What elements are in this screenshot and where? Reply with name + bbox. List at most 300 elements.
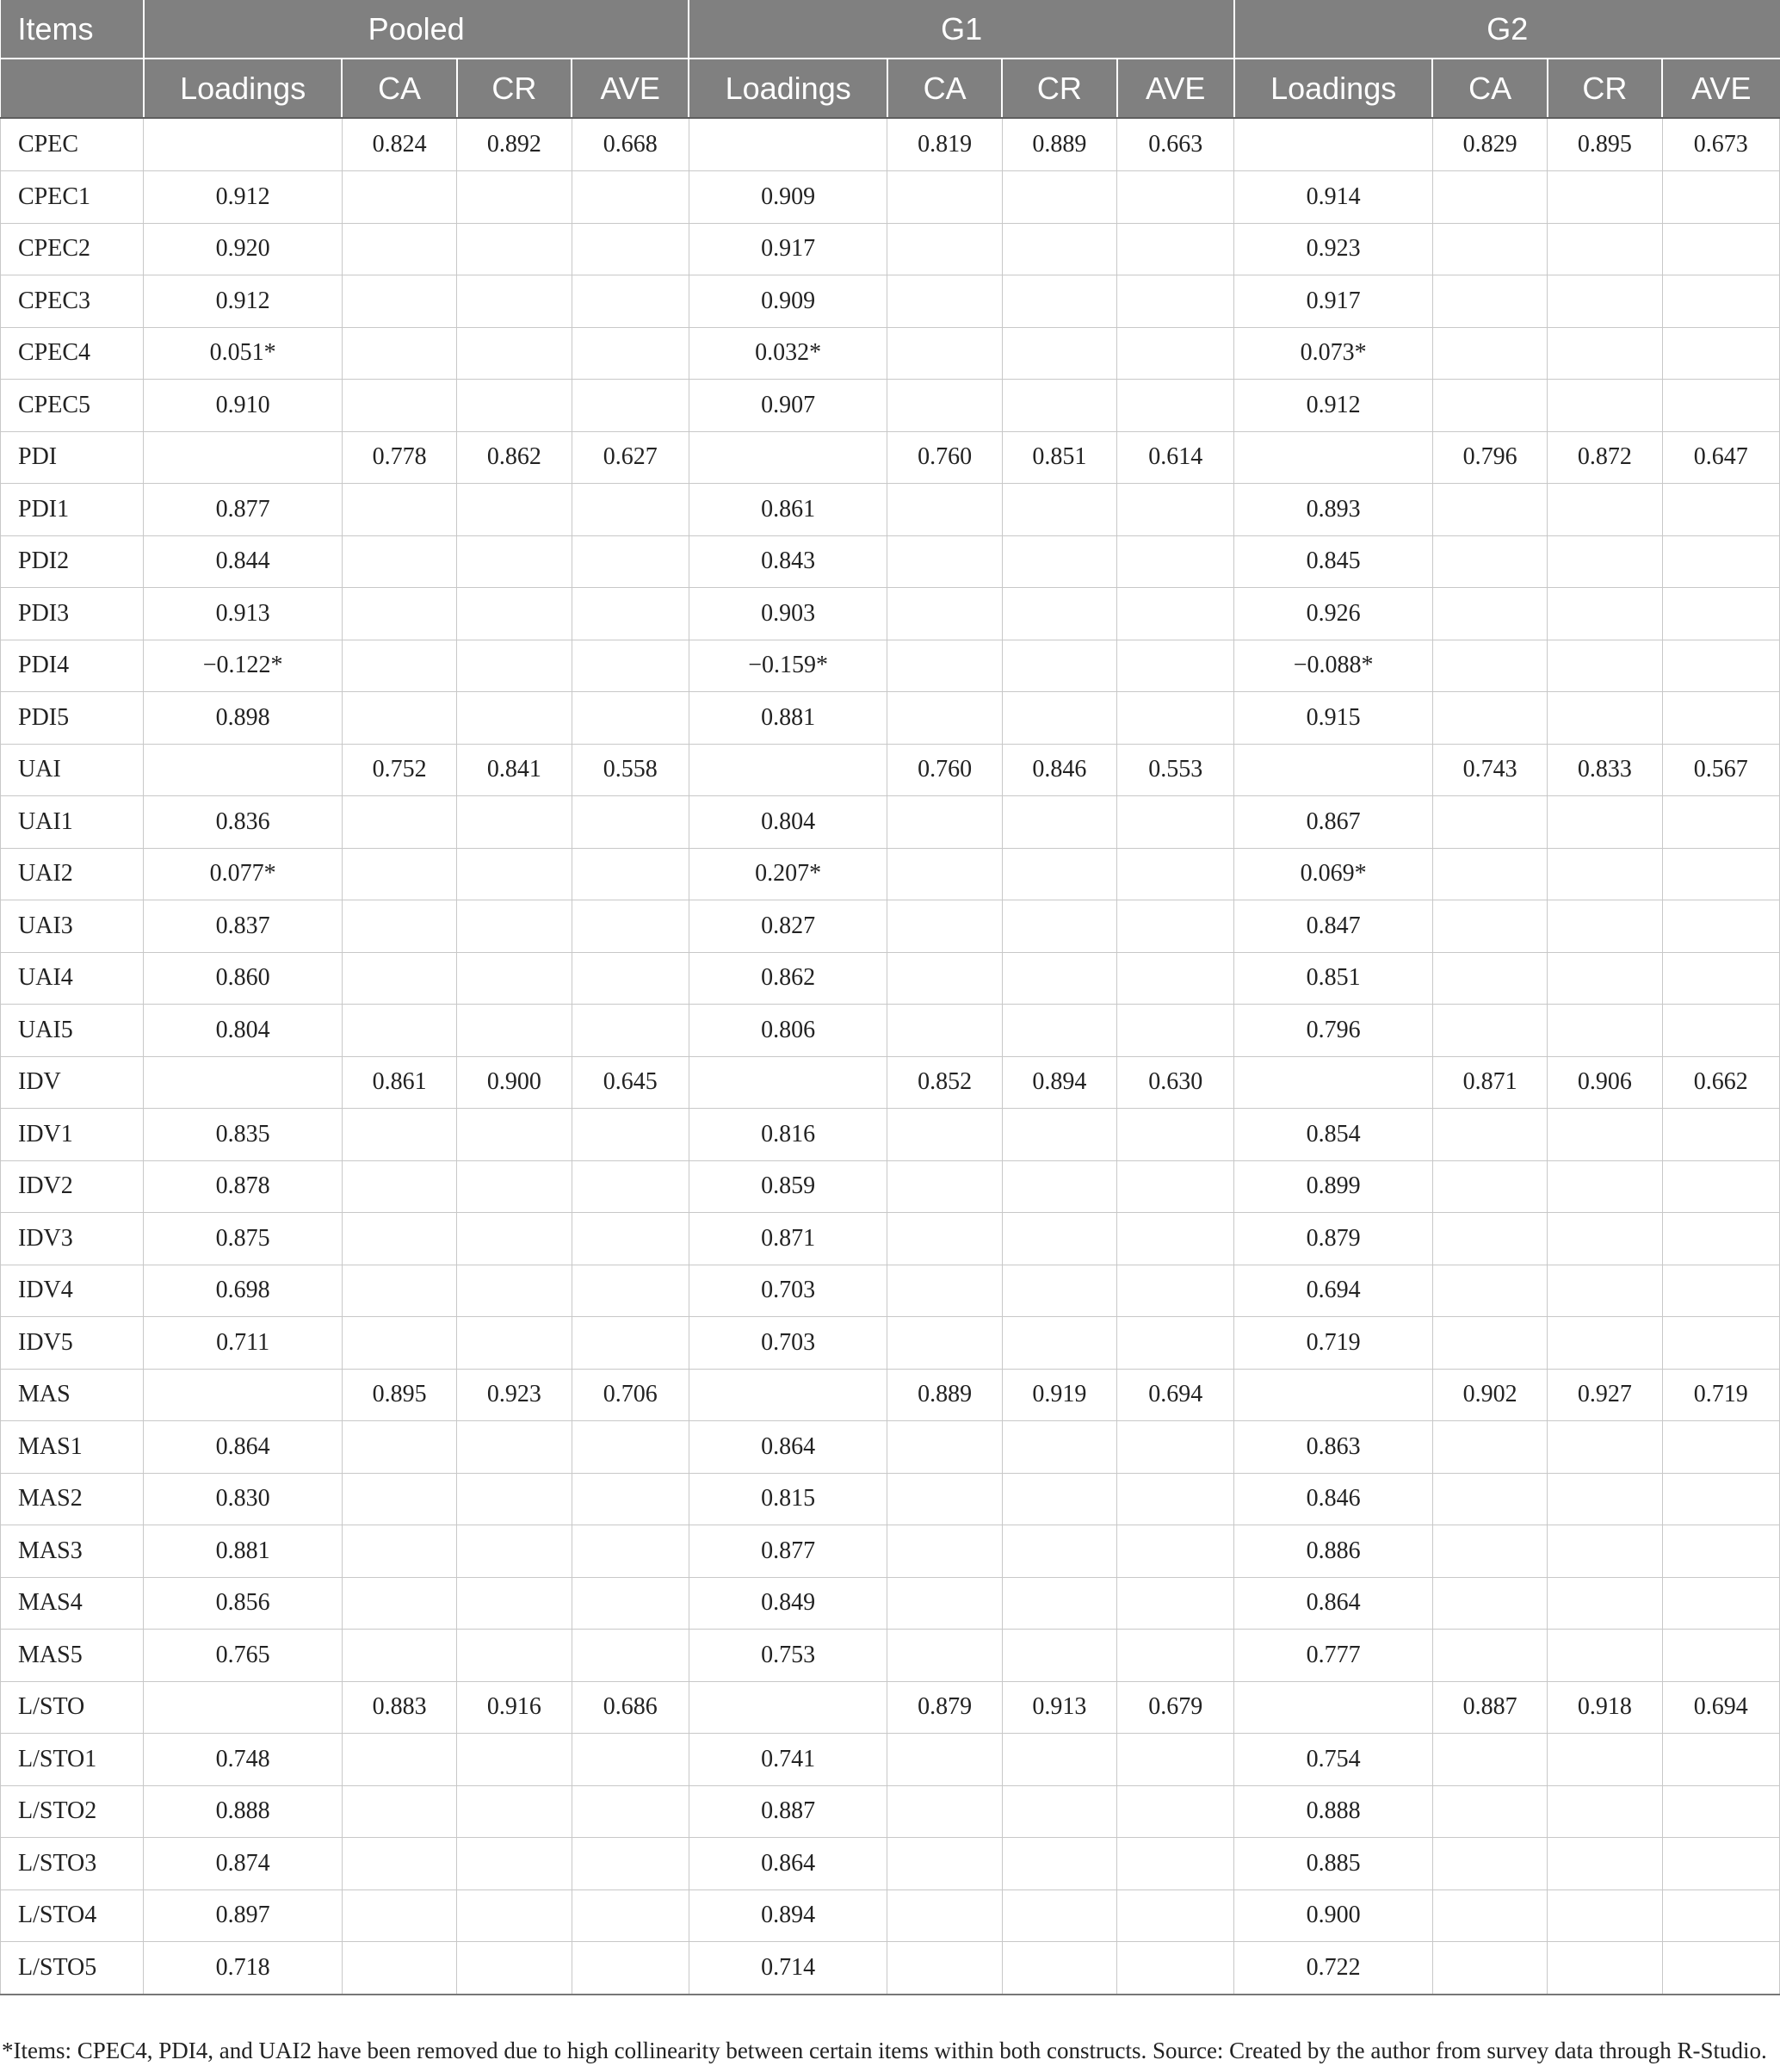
- table-cell: [1002, 1265, 1116, 1317]
- table-cell: [887, 1109, 1002, 1161]
- table-cell: [1432, 1265, 1547, 1317]
- table-cell: [572, 1525, 689, 1578]
- table-cell: [1662, 952, 1779, 1005]
- table-cell: [1432, 1785, 1547, 1838]
- subheader-ave: AVE: [1117, 59, 1234, 118]
- table-cell: [1662, 1213, 1779, 1265]
- table-row: [1, 952, 1780, 1005]
- table-cell: [887, 1838, 1002, 1890]
- table-cell: [887, 1265, 1002, 1317]
- item-label: IDV5: [1, 1317, 144, 1370]
- table-row: [1, 275, 1780, 328]
- header-items-blank: [1, 59, 144, 118]
- table-cell: 0.714: [689, 1942, 887, 1995]
- table-cell: [342, 1005, 456, 1057]
- table-cell: [457, 692, 572, 745]
- subheader-cr: CR: [457, 59, 572, 118]
- table-row: [1, 900, 1780, 953]
- table-row: [1, 171, 1780, 224]
- table-cell: 0.861: [689, 484, 887, 536]
- table-cell: [572, 1942, 689, 1995]
- table-cell: [457, 1109, 572, 1161]
- table-cell: [572, 640, 689, 692]
- table-cell: [1002, 275, 1116, 328]
- table-cell: [342, 900, 456, 953]
- table-cell: [1432, 1838, 1547, 1890]
- table-cell: [1432, 380, 1547, 432]
- table-cell: [1432, 900, 1547, 953]
- table-cell: 0.913: [144, 588, 343, 640]
- item-label: MAS: [1, 1369, 144, 1421]
- table-cell: [1002, 900, 1116, 953]
- item-label: UAI4: [1, 952, 144, 1005]
- table-cell: [887, 692, 1002, 745]
- table-cell: [342, 796, 456, 849]
- table-row: [1, 1942, 1780, 1995]
- table-cell: [1002, 1525, 1116, 1578]
- table-cell: 0.872: [1548, 431, 1662, 484]
- table-cell: 0.843: [689, 535, 887, 588]
- table-cell: [689, 431, 887, 484]
- table-cell: 0.754: [1234, 1734, 1433, 1786]
- table-cell: [342, 640, 456, 692]
- table-cell: 0.923: [1234, 223, 1433, 275]
- table-cell: 0.864: [1234, 1577, 1433, 1630]
- table-cell: [1117, 1785, 1234, 1838]
- table-cell: 0.926: [1234, 588, 1433, 640]
- table-cell: [144, 431, 343, 484]
- table-cell: [457, 848, 572, 900]
- table-cell: 0.748: [144, 1734, 343, 1786]
- table-cell: 0.718: [144, 1942, 343, 1995]
- item-label: MAS3: [1, 1525, 144, 1578]
- table-cell: [457, 1630, 572, 1682]
- table-cell: 0.752: [342, 744, 456, 796]
- table-cell: [342, 1525, 456, 1578]
- table-cell: [457, 1473, 572, 1525]
- table-cell: 0.841: [457, 744, 572, 796]
- table-cell: 0.889: [887, 1369, 1002, 1421]
- table-cell: 0.856: [144, 1577, 343, 1630]
- table-cell: [1662, 1005, 1779, 1057]
- table-body: [1, 118, 1780, 1995]
- table-cell: [572, 1213, 689, 1265]
- table-cell: [457, 223, 572, 275]
- table-row: [1, 1577, 1780, 1630]
- table-cell: [457, 484, 572, 536]
- table-cell: 0.647: [1662, 431, 1779, 484]
- table-cell: [342, 1109, 456, 1161]
- table-footnote: *Items: CPEC4, PDI4, and UAI2 have been removed due to high collinearity between certain items within both constructs. Source: Created by the author from survey data through R-Studio.: [2, 2038, 1767, 2063]
- table-cell: [457, 1421, 572, 1474]
- table-cell: [1548, 327, 1662, 380]
- table-cell: [1432, 1890, 1547, 1942]
- table-cell: [457, 1577, 572, 1630]
- table-cell: [1662, 796, 1779, 849]
- table-cell: [1002, 327, 1116, 380]
- table-cell: [1117, 1942, 1234, 1995]
- item-label: UAI5: [1, 1005, 144, 1057]
- table-row: [1, 431, 1780, 484]
- table-cell: [572, 1785, 689, 1838]
- item-label: UAI1: [1, 796, 144, 849]
- table-cell: [572, 1160, 689, 1213]
- table-cell: [1662, 535, 1779, 588]
- table-cell: [887, 1630, 1002, 1682]
- table-cell: [887, 171, 1002, 224]
- table-cell: [572, 796, 689, 849]
- table-cell: [887, 1005, 1002, 1057]
- table-row: [1, 1160, 1780, 1213]
- table-cell: [1002, 640, 1116, 692]
- table-cell: 0.881: [689, 692, 887, 745]
- table-cell: 0.871: [689, 1213, 887, 1265]
- table-cell: [457, 1838, 572, 1890]
- table-cell: [1548, 1525, 1662, 1578]
- table-cell: [572, 171, 689, 224]
- table-cell: 0.796: [1234, 1005, 1433, 1057]
- table-cell: [1662, 640, 1779, 692]
- table-cell: [887, 275, 1002, 328]
- table-cell: [887, 1421, 1002, 1474]
- table-cell: [689, 1369, 887, 1421]
- item-label: IDV: [1, 1056, 144, 1109]
- table-cell: [342, 1213, 456, 1265]
- table-cell: [1234, 1056, 1433, 1109]
- table-cell: 0.894: [689, 1890, 887, 1942]
- table-cell: [887, 1577, 1002, 1630]
- table-cell: [457, 1265, 572, 1317]
- table-cell: [342, 1317, 456, 1370]
- table-cell: [1548, 588, 1662, 640]
- table-cell: 0.207*: [689, 848, 887, 900]
- table-row: [1, 1265, 1780, 1317]
- table-cell: 0.662: [1662, 1056, 1779, 1109]
- table-cell: [1432, 1942, 1547, 1995]
- table-cell: [887, 327, 1002, 380]
- table-cell: [1002, 1942, 1116, 1995]
- item-label: L/STO2: [1, 1785, 144, 1838]
- table-cell: 0.878: [144, 1160, 343, 1213]
- table-cell: [1548, 1109, 1662, 1161]
- table-cell: [1548, 848, 1662, 900]
- item-label: IDV3: [1, 1213, 144, 1265]
- table-cell: 0.913: [1002, 1681, 1116, 1734]
- table-cell: 0.916: [457, 1681, 572, 1734]
- table-row: [1, 118, 1780, 171]
- table-cell: [1548, 1265, 1662, 1317]
- table-cell: [1662, 1473, 1779, 1525]
- header-g1: G1: [689, 0, 1234, 59]
- table-cell: [457, 1942, 572, 1995]
- table-cell: [1002, 484, 1116, 536]
- item-label: UAI2: [1, 848, 144, 900]
- table-cell: [1662, 1577, 1779, 1630]
- table-cell: [1002, 1734, 1116, 1786]
- table-cell: [1002, 952, 1116, 1005]
- table-cell: 0.743: [1432, 744, 1547, 796]
- table-cell: 0.892: [457, 118, 572, 171]
- table-cell: [1662, 1785, 1779, 1838]
- item-label: CPEC2: [1, 223, 144, 275]
- table-cell: [144, 118, 343, 171]
- table-cell: 0.703: [689, 1265, 887, 1317]
- table-cell: 0.900: [1234, 1890, 1433, 1942]
- item-label: PDI1: [1, 484, 144, 536]
- table-cell: [1117, 1265, 1234, 1317]
- table-cell: 0.877: [689, 1525, 887, 1578]
- table-cell: [1117, 952, 1234, 1005]
- table-cell: [1662, 1734, 1779, 1786]
- table-cell: [1548, 1630, 1662, 1682]
- item-label: CPEC5: [1, 380, 144, 432]
- table-cell: [1548, 640, 1662, 692]
- table-cell: [572, 223, 689, 275]
- table-cell: [1432, 1577, 1547, 1630]
- table-cell: [342, 1785, 456, 1838]
- table-cell: [342, 380, 456, 432]
- table-cell: 0.912: [144, 275, 343, 328]
- table-cell: [887, 952, 1002, 1005]
- table-cell: [572, 380, 689, 432]
- table-cell: 0.867: [1234, 796, 1433, 849]
- table-cell: 0.898: [144, 692, 343, 745]
- table-cell: [887, 640, 1002, 692]
- table-cell: 0.915: [1234, 692, 1433, 745]
- table-cell: 0.837: [144, 900, 343, 953]
- table-cell: 0.917: [1234, 275, 1433, 328]
- table-cell: [1002, 380, 1116, 432]
- table-cell: 0.844: [144, 535, 343, 588]
- table-cell: [1002, 1160, 1116, 1213]
- table-cell: 0.881: [144, 1525, 343, 1578]
- table-cell: [887, 900, 1002, 953]
- table-cell: [457, 275, 572, 328]
- table-row: [1, 796, 1780, 849]
- item-label: MAS4: [1, 1577, 144, 1630]
- table-cell: [887, 1160, 1002, 1213]
- table-cell: −0.088*: [1234, 640, 1433, 692]
- table-cell: [1662, 692, 1779, 745]
- table-cell: [342, 535, 456, 588]
- table-cell: [1548, 1005, 1662, 1057]
- table-cell: [689, 118, 887, 171]
- table-cell: 0.673: [1662, 118, 1779, 171]
- table-cell: [1117, 171, 1234, 224]
- table-cell: 0.804: [144, 1005, 343, 1057]
- table-cell: 0.829: [1432, 118, 1547, 171]
- table-row: [1, 223, 1780, 275]
- table-cell: −0.159*: [689, 640, 887, 692]
- table-cell: [457, 1785, 572, 1838]
- table-cell: [1432, 535, 1547, 588]
- table-cell: [1117, 1838, 1234, 1890]
- table-cell: [1432, 796, 1547, 849]
- table-cell: [342, 1734, 456, 1786]
- item-label: PDI4: [1, 640, 144, 692]
- table-cell: [1548, 1785, 1662, 1838]
- header-pooled: Pooled: [144, 0, 689, 59]
- table-cell: [1117, 1160, 1234, 1213]
- table-cell: 0.663: [1117, 118, 1234, 171]
- table-cell: [342, 484, 456, 536]
- table-cell: 0.741: [689, 1734, 887, 1786]
- subheader-ave: AVE: [1662, 59, 1779, 118]
- table-cell: [457, 1213, 572, 1265]
- table-cell: 0.897: [144, 1890, 343, 1942]
- table-cell: 0.923: [457, 1369, 572, 1421]
- table-row: [1, 327, 1780, 380]
- subheader-cr: CR: [1548, 59, 1662, 118]
- table-cell: 0.835: [144, 1109, 343, 1161]
- table-cell: [342, 327, 456, 380]
- table-cell: [1432, 588, 1547, 640]
- table-cell: [1432, 692, 1547, 745]
- table-cell: [887, 1785, 1002, 1838]
- table-cell: [1117, 1630, 1234, 1682]
- table-row: [1, 848, 1780, 900]
- table-cell: 0.919: [1002, 1369, 1116, 1421]
- table-cell: 0.819: [887, 118, 1002, 171]
- table-cell: [1117, 484, 1234, 536]
- table-cell: [887, 223, 1002, 275]
- table-cell: [1117, 900, 1234, 953]
- table-cell: 0.827: [689, 900, 887, 953]
- table-cell: [342, 1265, 456, 1317]
- table-cell: 0.899: [1234, 1160, 1433, 1213]
- table-cell: [1002, 1785, 1116, 1838]
- table-cell: 0.686: [572, 1681, 689, 1734]
- table-cell: 0.893: [1234, 484, 1433, 536]
- table-row: [1, 1421, 1780, 1474]
- table-cell: [457, 171, 572, 224]
- table-cell: [1548, 380, 1662, 432]
- table-cell: [1117, 535, 1234, 588]
- table-cell: [1432, 1005, 1547, 1057]
- table-cell: [1117, 588, 1234, 640]
- table-cell: 0.851: [1234, 952, 1433, 1005]
- table-cell: [1432, 640, 1547, 692]
- table-row: [1, 1890, 1780, 1942]
- table-cell: [1548, 223, 1662, 275]
- table-cell: [1662, 484, 1779, 536]
- table-cell: [1002, 848, 1116, 900]
- table-cell: [1548, 952, 1662, 1005]
- table-cell: [1432, 1525, 1547, 1578]
- table-cell: [572, 1317, 689, 1370]
- table-cell: [887, 1525, 1002, 1578]
- table-cell: [1002, 1317, 1116, 1370]
- table-cell: 0.846: [1234, 1473, 1433, 1525]
- table-cell: 0.694: [1234, 1265, 1433, 1317]
- table-row: [1, 1109, 1780, 1161]
- table-cell: [1117, 796, 1234, 849]
- table-cell: [572, 1265, 689, 1317]
- table-cell: 0.920: [144, 223, 343, 275]
- table-cell: [144, 1681, 343, 1734]
- table-cell: [1662, 1630, 1779, 1682]
- table-cell: [1432, 223, 1547, 275]
- table-cell: [1234, 1681, 1433, 1734]
- table-cell: [1662, 223, 1779, 275]
- table-cell: 0.703: [689, 1317, 887, 1370]
- table-cell: [144, 1369, 343, 1421]
- table-cell: [887, 1734, 1002, 1786]
- table-cell: 0.864: [144, 1421, 343, 1474]
- table-cell: 0.910: [144, 380, 343, 432]
- table-cell: [1662, 1890, 1779, 1942]
- subheader-ca: CA: [887, 59, 1002, 118]
- table-cell: [1002, 1005, 1116, 1057]
- table-row: [1, 1681, 1780, 1734]
- table-cell: 0.630: [1117, 1056, 1234, 1109]
- table-cell: [887, 1317, 1002, 1370]
- table-cell: [1117, 1213, 1234, 1265]
- table-cell: [457, 900, 572, 953]
- table-cell: [572, 1630, 689, 1682]
- table-cell: [572, 484, 689, 536]
- table-cell: 0.903: [689, 588, 887, 640]
- table-cell: [887, 1473, 1002, 1525]
- table-cell: [1662, 1317, 1779, 1370]
- item-label: PDI5: [1, 692, 144, 745]
- table-cell: 0.778: [342, 431, 456, 484]
- table-cell: [887, 848, 1002, 900]
- table-cell: 0.553: [1117, 744, 1234, 796]
- table-cell: [1117, 380, 1234, 432]
- table-cell: [1548, 900, 1662, 953]
- table-cell: 0.815: [689, 1473, 887, 1525]
- table-cell: [1548, 1838, 1662, 1890]
- table-cell: [689, 1056, 887, 1109]
- table-cell: [1432, 952, 1547, 1005]
- item-label: CPEC3: [1, 275, 144, 328]
- table-cell: [1662, 171, 1779, 224]
- table-cell: [1117, 1005, 1234, 1057]
- item-label: UAI: [1, 744, 144, 796]
- table-cell: [1234, 118, 1433, 171]
- item-label: L/STO: [1, 1681, 144, 1734]
- table-cell: 0.874: [144, 1838, 343, 1890]
- table-cell: 0.860: [144, 952, 343, 1005]
- table-cell: [1548, 1213, 1662, 1265]
- table-cell: [1002, 588, 1116, 640]
- table-cell: [887, 1890, 1002, 1942]
- table-cell: [1117, 1525, 1234, 1578]
- table-cell: 0.852: [887, 1056, 1002, 1109]
- table-cell: 0.614: [1117, 431, 1234, 484]
- table-cell: [1117, 223, 1234, 275]
- table-cell: [1548, 796, 1662, 849]
- table-cell: [1002, 1109, 1116, 1161]
- table-row: [1, 1785, 1780, 1838]
- table-cell: [1662, 275, 1779, 328]
- table-cell: 0.051*: [144, 327, 343, 380]
- table-cell: [342, 1942, 456, 1995]
- table-cell: [1002, 1838, 1116, 1890]
- table-cell: [572, 327, 689, 380]
- table-cell: 0.851: [1002, 431, 1116, 484]
- item-label: PDI: [1, 431, 144, 484]
- table-cell: [1662, 1525, 1779, 1578]
- table-cell: 0.846: [1002, 744, 1116, 796]
- table-cell: [572, 1421, 689, 1474]
- table-cell: [1002, 1421, 1116, 1474]
- table-cell: 0.907: [689, 380, 887, 432]
- table-cell: [1432, 1160, 1547, 1213]
- table-cell: 0.694: [1662, 1681, 1779, 1734]
- table-cell: [572, 1890, 689, 1942]
